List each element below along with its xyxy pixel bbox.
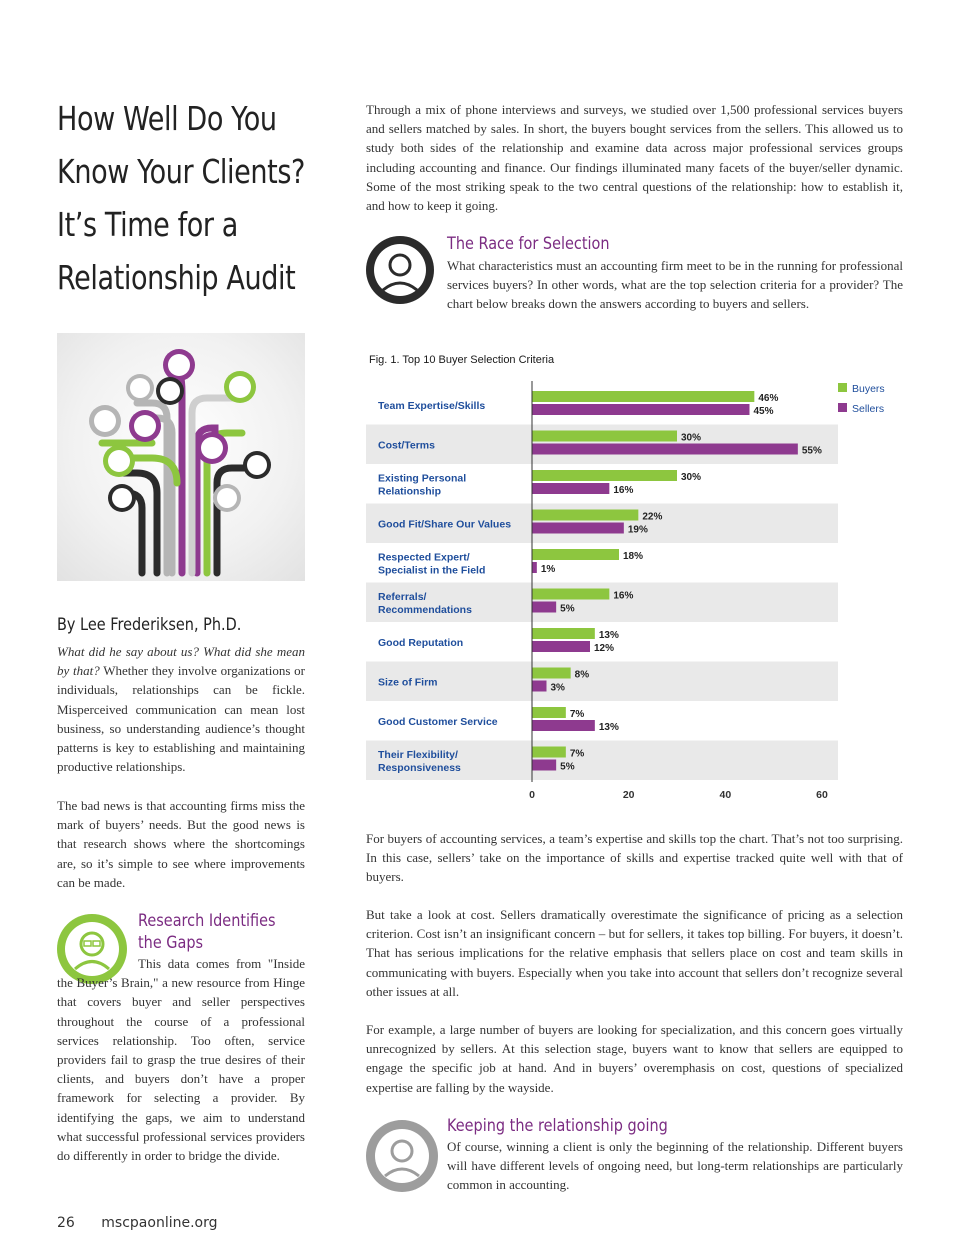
- chart-data-label: 8%: [574, 669, 590, 681]
- chart-category-label: Recommendations: [378, 603, 472, 616]
- chart-category-label: Good Customer Service: [378, 715, 498, 728]
- chart-bar-buyers: [532, 431, 677, 442]
- headline-line: Relationship Audit: [57, 258, 296, 297]
- chart-data-label: 13%: [598, 722, 619, 733]
- chart-category-label: Cost/Terms: [378, 439, 435, 452]
- chart-tick-label: 20: [622, 789, 635, 801]
- page-footer: [57, 1215, 240, 1231]
- chart-data-label: 45%: [753, 406, 774, 417]
- chart-legend-swatch: [838, 383, 847, 392]
- chart-data-label: 1%: [540, 564, 556, 575]
- body-paragraph: The bad news is that accounting firms miss the mark of buyers’ needs. But the good news is that research shows where the shortcomings are, so it’s simple to see where improvements can be made.: [57, 798, 305, 890]
- chart-bar-sellers: [532, 681, 547, 692]
- hero-illustration: [57, 333, 305, 581]
- section-heading-research: [138, 910, 276, 954]
- chart-tick-label: 60: [816, 789, 828, 801]
- race-paragraph: What characteristics must an accounting firm meet to be in the running for professional services buyers? In other words, what are the top selection criteria for a provider? The chart below breaks down the answers according to buyers and sellers.: [447, 258, 903, 312]
- person-icon: [366, 236, 434, 304]
- section-heading-line: Research Identifies: [138, 911, 276, 931]
- section-heading-keeping: Keeping the relationship going: [447, 1116, 668, 1136]
- chart-data-label: 16%: [613, 485, 634, 496]
- headline: [57, 92, 328, 304]
- chart-category-label: Responsiveness: [378, 761, 461, 774]
- chart-data-label: 16%: [613, 590, 634, 602]
- page-number: 26: [57, 1215, 75, 1231]
- person-icon: [366, 1120, 438, 1192]
- body-paragraph: Through a mix of phone interviews and surveys, we studied over 1,500 professional services buyers and sellers matched by sales. In short, the buyers bought services from the sellers. This allowed us to study both sides of the relationship and examine data across major professional services groups including accounting and finance. Our findings illuminated many facets of the buyer/seller dynamic. Some of the most striking speak to the two central questions of the relationship: how to establish it, and how to keep it going.: [366, 102, 903, 214]
- people-tree-icon: [57, 333, 305, 581]
- research-paragraph: [57, 954, 305, 1165]
- selection-criteria-chart: [366, 346, 906, 810]
- research-text: This data comes from "Inside the Buyer’s Brain," a new resource from Hinge that covers buyer and seller perspectives throughout the course of a professional services relationship. Too often, service providers fail to grasp the true desires of their clients, and buyers don’t have a proper framework for selecting a provider. By identifying the gaps, we aim to understand what successful professional services providers do differently in order to bridge the divide.: [57, 956, 305, 1164]
- section-heading-race: The Race for Selection: [447, 234, 610, 254]
- chart-legend: [838, 383, 885, 415]
- headline-line: How Well Do You: [57, 99, 277, 138]
- chart-bar-sellers: [532, 760, 556, 771]
- byline: By Lee Frederiksen, Ph.D.: [57, 615, 242, 635]
- chart-category-label: Good Reputation: [378, 636, 464, 649]
- chart-tick-label: 0: [529, 789, 535, 801]
- chart-legend-label: Buyers: [852, 383, 885, 395]
- chart-legend-label: Sellers: [852, 403, 885, 415]
- chart-data-label: 46%: [758, 393, 779, 404]
- chart-bar-buyers: [532, 589, 609, 600]
- body-paragraph: But take a look at cost. Sellers dramatically overestimate the significance of pricing as a selection criterion. Cost isn’t an insignificant concern – but for sellers, it takes top billing. For buyers, it doesn’t. That has serious implications for the relative emphasis that sellers place on cost and team skills in communicating with buyers. Especially when you take into account that sellers don’t recognize several other issues at all.: [366, 907, 903, 999]
- chart-bar-sellers: [532, 444, 798, 455]
- chart-bar-buyers: [532, 510, 638, 521]
- chart-category-label: Relationship: [378, 485, 442, 498]
- chart-data-label: 7%: [569, 709, 585, 720]
- chart-category-label: Good Fit/Share Our Values: [378, 518, 512, 531]
- chart-bar-buyers: [532, 391, 754, 402]
- chart-bar-sellers: [532, 483, 609, 494]
- chart-bar-buyers: [532, 668, 571, 679]
- chart-legend-swatch: [838, 403, 847, 412]
- body-paragraph: For example, a large number of buyers are looking for specialization, and this concern goes virtually unrecognized by sellers. At this selection stage, buyers want to know that sellers are equipped to engage the specific job at hand. And in buyers’ overemphasis on cost, questions of specialized expertise are falling by the wayside.: [366, 1022, 903, 1095]
- chart-category-label: Their Flexibility/: [378, 748, 458, 761]
- chart-data-label: 3%: [550, 682, 565, 694]
- chart-category-label: Size of Firm: [378, 676, 438, 689]
- chart-bar-buyers: [532, 747, 566, 758]
- chart-data-label: 13%: [598, 630, 619, 641]
- chart-data-label: 19%: [627, 524, 648, 536]
- chart-bar-sellers: [532, 404, 750, 415]
- site-url: mscpaonline.org: [101, 1215, 218, 1231]
- chart-bar-buyers: [532, 628, 595, 639]
- chart-data-label: 18%: [623, 551, 644, 562]
- chart-data-label: 5%: [560, 603, 575, 615]
- chart-bar-buyers: [532, 470, 677, 481]
- chart-bar-sellers: [532, 641, 590, 652]
- chart-title: Fig. 1. Top 10 Buyer Selection Criteria: [369, 354, 555, 366]
- chart-category-label: Specialist in the Field: [378, 564, 486, 577]
- chart-data-label: 22%: [642, 511, 663, 523]
- section-heading-line: the Gaps: [138, 933, 204, 953]
- intro-italic-quote: What did he say about us? What did she mean by that?: [57, 644, 305, 679]
- chart-bar-sellers: [532, 523, 624, 534]
- chart-category-label: Existing Personal: [378, 472, 467, 485]
- chart-tick-label: 40: [719, 789, 732, 801]
- chart-data-label: 30%: [681, 472, 702, 483]
- chart-bar-sellers: [532, 602, 556, 613]
- chart-category-label: Referrals/: [378, 590, 427, 603]
- intro-paragraph: [57, 642, 305, 776]
- chart-bar-sellers: [532, 720, 595, 731]
- intro-text: Whether they involve organizations or individuals, relationships can be fickle. Misperceived communication can mean lost business, so understanding audience’s thought patterns is key to establishing and maintaining productive relationships.: [57, 663, 305, 775]
- chart-bar-buyers: [532, 707, 566, 718]
- body-paragraph: For buyers of accounting services, a team’s expertise and skills top the chart. That’s not too surprising. In this case, sellers’ take on the importance of skills and expertise tracked quite well with that of buyers.: [366, 831, 903, 885]
- headline-line: Know Your Clients?: [57, 152, 305, 191]
- chart-category-label: Respected Expert/: [378, 551, 470, 564]
- chart-row-band: [366, 583, 838, 623]
- chart-data-label: 30%: [681, 432, 702, 444]
- chart-data-label: 5%: [560, 761, 575, 773]
- headline-line: It’s Time for a: [57, 205, 238, 244]
- chart-bar-sellers: [532, 562, 537, 573]
- chart-data-label: 12%: [594, 643, 615, 654]
- chart-category-label: Team Expertise/Skills: [378, 399, 486, 412]
- chart-bar-buyers: [532, 549, 619, 560]
- keeping-paragraph: Of course, winning a client is only the beginning of the relationship. Different buyers will have different levels of ongoing need, but long-term relationships are particularly common in accounting.: [447, 1139, 903, 1193]
- chart-data-label: 55%: [801, 445, 822, 457]
- chart-data-label: 7%: [569, 748, 585, 760]
